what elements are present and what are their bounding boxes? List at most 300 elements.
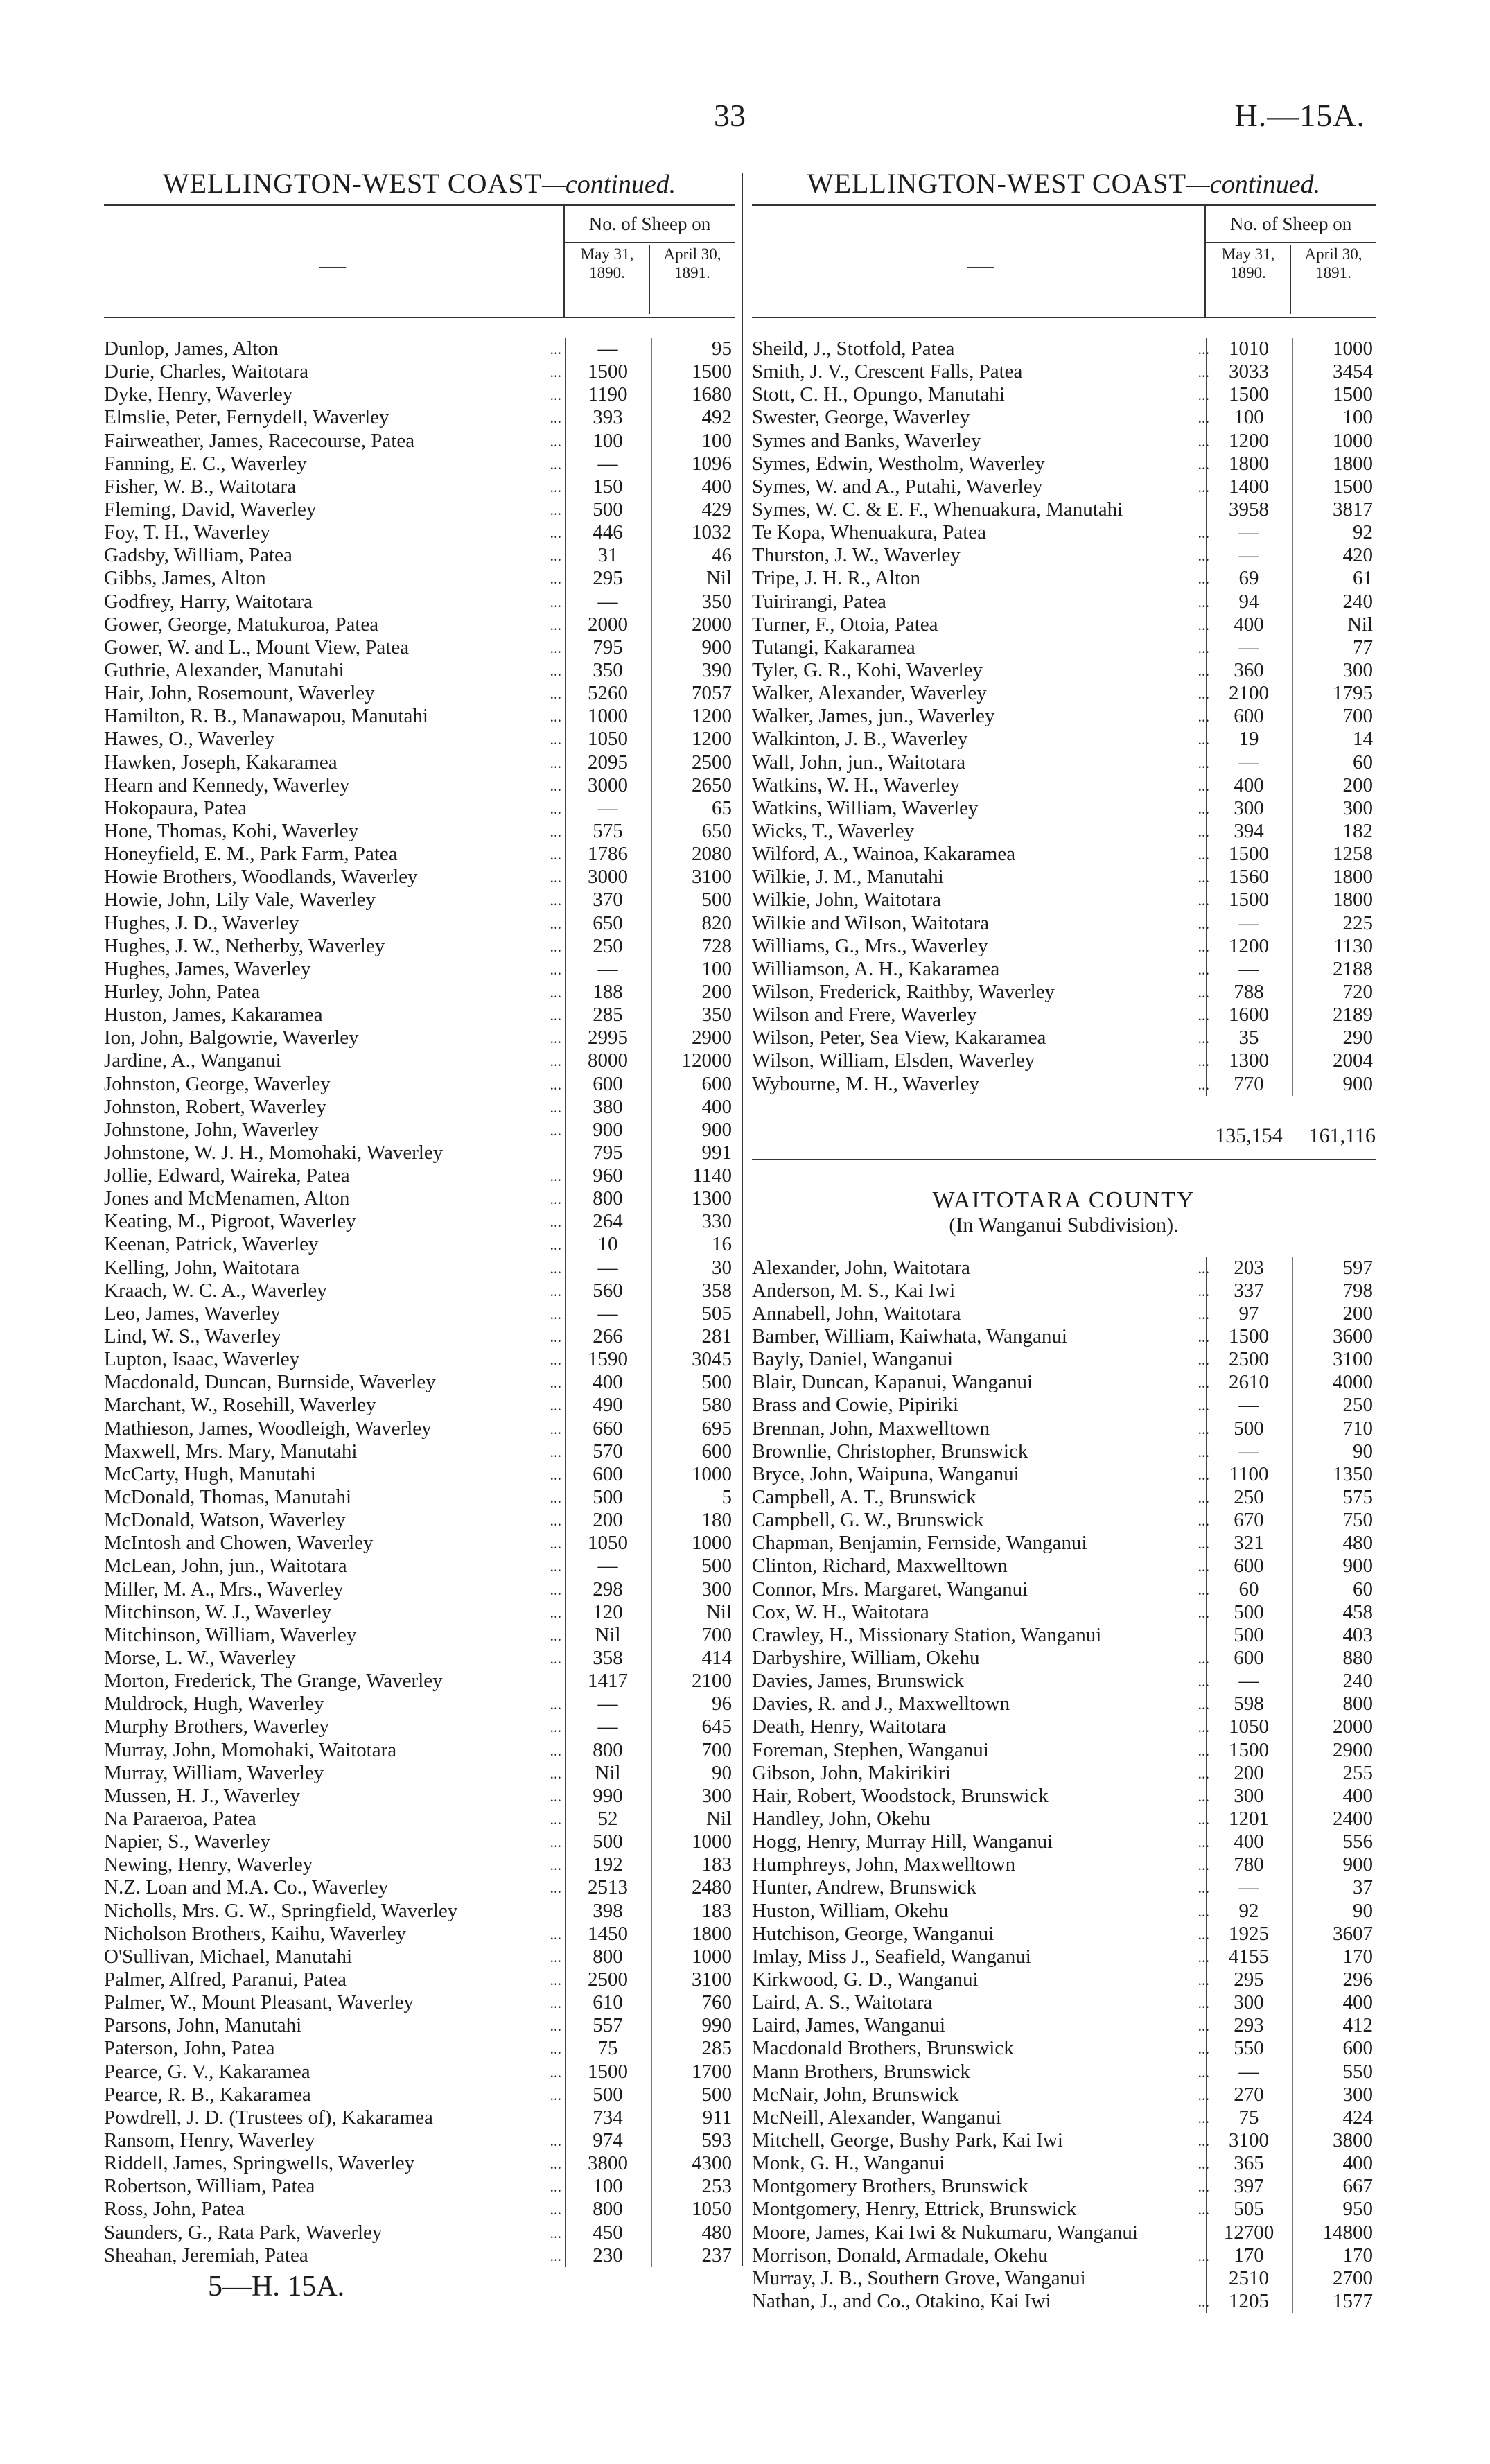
owner-name: McDonald, Watson, Waverley <box>104 1509 346 1532</box>
leader-dots: ... <box>1198 1489 1209 1507</box>
leader-dots: ... <box>550 1925 561 1943</box>
sheep-1891: 1200 <box>651 728 735 751</box>
owner-name: Tyler, G. R., Kohi, Waverley <box>752 658 983 681</box>
sheep-1890: 321 <box>1206 1532 1290 1555</box>
sheep-1890: — <box>565 338 649 360</box>
table-row <box>752 1348 1376 1371</box>
owner-name: Hutchison, George, Wanganui <box>752 1922 994 1945</box>
leader-dots: ... <box>1198 1925 1209 1943</box>
table-row <box>752 935 1376 958</box>
sheep-1891: 1140 <box>651 1164 735 1187</box>
owner-name: Sheild, J., Stotfold, Patea <box>752 338 955 360</box>
sheep-1890: — <box>565 1257 649 1279</box>
owner-name: Hughes, J. D., Waverley <box>104 911 299 934</box>
sheep-1890: 1500 <box>1206 889 1290 911</box>
sheep-1891: 14800 <box>1292 2221 1376 2244</box>
sheep-1890: 990 <box>565 1785 649 1808</box>
owner-name: Godfrey, Harry, Waitotara <box>104 590 313 613</box>
sheep-1891: 2700 <box>1292 2267 1376 2290</box>
sheep-1890: 69 <box>1206 567 1290 590</box>
sheep-1891: 1000 <box>651 1463 735 1486</box>
leader-dots: ... <box>1198 2131 1209 2149</box>
col-header-1891: April 30, 1891. <box>649 245 735 314</box>
leader-dots: ... <box>550 1052 561 1070</box>
leader-dots: ... <box>550 1167 561 1185</box>
sheep-1891: 2000 <box>1292 1715 1376 1738</box>
leader-dots: ... <box>550 1787 561 1805</box>
sheep-1890: — <box>565 591 649 613</box>
sheep-1891: 556 <box>1292 1830 1376 1853</box>
leader-dots: ... <box>550 960 561 978</box>
sheep-1891: 60 <box>1292 751 1376 774</box>
sheep-1891: 911 <box>651 2106 735 2129</box>
table-row <box>752 889 1376 911</box>
leader-dots: ... <box>550 1282 561 1300</box>
owner-name: Macdonald, Duncan, Burnside, Waverley <box>104 1371 436 1394</box>
table-row <box>104 912 735 935</box>
owner-name: Johnstone, W. J. H., Momohaki, Waverley <box>104 1141 444 1164</box>
sheep-1891: 30 <box>651 1257 735 1279</box>
table-row <box>104 705 735 728</box>
owner-name: Mitchinson, William, Waverley <box>104 1623 357 1646</box>
sheep-1891: 414 <box>651 1647 735 1670</box>
sheep-1890: — <box>1206 1876 1290 1899</box>
sheep-1890: 8000 <box>565 1049 649 1072</box>
sheep-1891: 600 <box>651 1440 735 1463</box>
leader-dots: ... <box>550 1557 561 1575</box>
sheep-1890: 800 <box>565 1739 649 1762</box>
sheep-1891: 16 <box>651 1233 735 1256</box>
sheep-1890: 795 <box>565 1142 649 1164</box>
leader-dots: ... <box>550 868 561 886</box>
owner-name: Bryce, John, Waipuna, Wanganui <box>752 1462 1019 1485</box>
sheep-1891: 580 <box>651 1394 735 1417</box>
sheep-1890: 505 <box>1206 2198 1290 2221</box>
sheep-1890: 94 <box>1206 591 1290 613</box>
sheep-1890: 1100 <box>1206 1463 1290 1486</box>
sheep-1890: 400 <box>1206 1830 1290 1853</box>
table-row <box>104 544 735 567</box>
sheep-1891: 1350 <box>1292 1463 1376 1486</box>
leader-dots: ... <box>1198 593 1209 611</box>
owner-name: McDonald, Thomas, Manutahi <box>104 1486 352 1509</box>
sheep-1890: 370 <box>565 889 649 911</box>
owner-name: Gadsby, William, Patea <box>104 544 292 567</box>
owner-name: Hawken, Joseph, Kakaramea <box>104 751 338 774</box>
owner-name: Kelling, John, Waitotara <box>104 1256 300 1279</box>
sheep-1891: 728 <box>651 935 735 958</box>
leader-dots: ... <box>550 615 561 634</box>
sheep-1891: 2189 <box>1292 1004 1376 1026</box>
sheep-1891: 1680 <box>651 383 735 406</box>
leader-dots: ... <box>1198 960 1209 978</box>
leader-dots: ... <box>1198 1328 1209 1346</box>
sheep-1891: 296 <box>1292 1968 1376 1991</box>
sheep-1891: 100 <box>1292 406 1376 429</box>
table-row <box>104 1853 735 1876</box>
section-rows <box>752 1257 1376 2313</box>
leader-dots: ... <box>550 846 561 864</box>
leader-dots: ... <box>550 1489 561 1507</box>
sheep-1891: 225 <box>1292 912 1376 935</box>
table-row <box>752 1968 1376 1991</box>
sheep-1890: — <box>565 453 649 475</box>
sheep-1891: 600 <box>651 1073 735 1096</box>
sheep-1890: 400 <box>1206 774 1290 797</box>
owner-name: Robertson, William, Patea <box>104 2175 315 2198</box>
sheep-1890: 3800 <box>565 2152 649 2175</box>
leader-dots: ... <box>1198 432 1209 450</box>
leader-dots: ... <box>550 2223 561 2242</box>
sheep-1890: 300 <box>1206 1785 1290 1808</box>
owner-name: Foy, T. H., Waverley <box>104 521 270 544</box>
sheep-1890: 1500 <box>565 360 649 383</box>
owner-name: Hughes, J. W., Netherby, Waverley <box>104 934 385 957</box>
page-number: 33 <box>714 98 746 133</box>
sheep-1891: 750 <box>1292 1509 1376 1532</box>
leader-dots: ... <box>1198 1075 1209 1093</box>
sheep-1890: 1500 <box>1206 1325 1290 1348</box>
owner-name: Nathan, J., and Co., Otakino, Kai Iwi <box>752 2289 1051 2312</box>
owner-name: Pearce, G. V., Kakaramea <box>104 2060 310 2083</box>
sheep-1890: 170 <box>1206 2244 1290 2267</box>
sheep-1890: 800 <box>565 2198 649 2221</box>
leader-dots: ... <box>1198 363 1209 381</box>
table-row <box>752 774 1376 797</box>
sheep-1890: 75 <box>1206 2106 1290 2129</box>
sheep-1890: 2995 <box>565 1026 649 1049</box>
leader-dots: ... <box>550 432 561 450</box>
table-row <box>752 981 1376 1004</box>
sheep-1890: 446 <box>565 521 649 544</box>
sheep-1891: 1700 <box>651 2061 735 2083</box>
sheep-1890: 3000 <box>565 866 649 889</box>
sheep-1890: 200 <box>565 1509 649 1532</box>
sheep-1890: 598 <box>1206 1693 1290 1715</box>
table-row <box>752 2129 1376 2152</box>
sheep-1891: 253 <box>651 2175 735 2198</box>
sheep-1890: 800 <box>565 1187 649 1210</box>
table-row <box>104 1693 735 1715</box>
right-title: WELLINGTON-WEST COAST—continued. <box>807 168 1321 199</box>
sheep-1891: 285 <box>651 2037 735 2060</box>
sheep-1891: 667 <box>1292 2175 1376 2198</box>
sheep-1890: 900 <box>565 1119 649 1142</box>
sheep-1891: 2100 <box>651 1670 735 1693</box>
leader-dots: ... <box>550 1741 561 1759</box>
table-row <box>752 1739 1376 1762</box>
sheep-1890: Nil <box>565 1762 649 1785</box>
owner-name: Stott, C. H., Opungo, Manutahi <box>752 383 1005 406</box>
sheep-1891: 200 <box>651 981 735 1004</box>
sheep-1891: 96 <box>651 1693 735 1715</box>
sheep-1891: 14 <box>1292 728 1376 751</box>
table-row <box>104 1233 735 1256</box>
leader-dots: ... <box>1198 1351 1209 1369</box>
sheep-1890: 1560 <box>1206 866 1290 889</box>
sheep-1890: 450 <box>565 2221 649 2244</box>
leader-dots: ... <box>550 753 561 771</box>
sheep-1890: 1050 <box>565 1532 649 1555</box>
leader-dots: ... <box>550 1029 561 1047</box>
total-1891: 161,116 <box>1308 1124 1376 1147</box>
sheep-1890: 2513 <box>565 1876 649 1899</box>
leader-dots: ... <box>550 685 561 703</box>
totals-row <box>752 1117 1376 1160</box>
leader-dots: ... <box>1198 1442 1209 1460</box>
sheep-1891: 170 <box>1292 1946 1376 1968</box>
sheep-1890: — <box>1206 2061 1290 2083</box>
table-row <box>752 521 1376 544</box>
sheep-1890: 780 <box>1206 1853 1290 1876</box>
table-row <box>104 1532 735 1555</box>
table-row <box>752 2106 1376 2129</box>
owner-name: Mann Brothers, Brunswick <box>752 2060 970 2083</box>
owner-name: Mussen, H. J., Waverley <box>104 1784 301 1807</box>
owner-name: N.Z. Loan and M.A. Co., Waverley <box>104 1876 389 1899</box>
leader-dots: ... <box>550 2040 561 2058</box>
sheep-1891: 255 <box>1292 1762 1376 1785</box>
owner-name: Lupton, Isaac, Waverley <box>104 1348 300 1371</box>
owner-name: Hearn and Kennedy, Waverley <box>104 774 350 796</box>
sheep-1890: — <box>565 1302 649 1325</box>
owner-name: Hunter, Andrew, Brunswick <box>752 1876 976 1899</box>
sheep-1890: 97 <box>1206 1302 1290 1325</box>
leader-dots: ... <box>550 386 561 404</box>
owner-name: Watkins, W. H., Waverley <box>752 774 961 796</box>
leader-dots: ... <box>550 1465 561 1483</box>
sheep-1891: 900 <box>651 636 735 659</box>
leader-dots: ... <box>550 2017 561 2035</box>
leader-dots: ... <box>550 983 561 1001</box>
sheep-1890: 350 <box>565 659 649 682</box>
owner-name: Durie, Charles, Waitotara <box>104 360 309 383</box>
owner-name: Brass and Cowie, Pipiriki <box>752 1394 959 1417</box>
sheep-1891: 240 <box>1292 591 1376 613</box>
table-row <box>752 797 1376 820</box>
owner-name: Jollie, Edward, Waireka, Patea <box>104 1164 350 1187</box>
leader-dots: ... <box>1198 685 1209 703</box>
leader-dots: ... <box>1198 1282 1209 1300</box>
sheep-1891: 1258 <box>1292 843 1376 866</box>
table-row <box>752 544 1376 567</box>
owner-name: Muldrock, Hugh, Waverley <box>104 1693 324 1715</box>
sheep-1891: 500 <box>651 889 735 911</box>
sheep-1890: 2610 <box>1206 1371 1290 1394</box>
sheep-1891: 3100 <box>651 866 735 889</box>
leader-dots: ... <box>1198 1695 1209 1713</box>
sheep-1890: 2000 <box>565 613 649 636</box>
owner-name: Walkinton, J. B., Waverley <box>752 728 968 751</box>
sheep-1891: 1000 <box>651 1532 735 1555</box>
owner-name: Dunlop, James, Alton <box>104 338 279 360</box>
owner-name: Newing, Henry, Waverley <box>104 1853 313 1876</box>
total-1890: 135,154 <box>1215 1124 1283 1147</box>
sheep-1891: 77 <box>1292 636 1376 659</box>
leader-dots: ... <box>1198 455 1209 473</box>
leader-dots: ... <box>550 1695 561 1713</box>
owner-name: Johnstone, John, Waverley <box>104 1118 319 1141</box>
sheep-1890: 2095 <box>565 751 649 774</box>
table-row <box>752 682 1376 705</box>
sheep-1890: 800 <box>565 1946 649 1968</box>
leader-dots: ... <box>550 1374 561 1392</box>
table-row <box>104 1601 735 1624</box>
sheep-1890: — <box>1206 912 1290 935</box>
table-row <box>752 1555 1376 1578</box>
owner-name: Hair, Robert, Woodstock, Brunswick <box>752 1784 1049 1807</box>
owner-name: O'Sullivan, Michael, Manutahi <box>104 1945 352 1968</box>
sheep-1890: 1600 <box>1206 1004 1290 1026</box>
sheep-1890: 19 <box>1206 728 1290 751</box>
sheep-1891: 1500 <box>1292 475 1376 498</box>
sheep-1891: 1096 <box>651 453 735 475</box>
leader-dots: ... <box>550 776 561 794</box>
table-row <box>104 1348 735 1371</box>
sheep-1891: 695 <box>651 1417 735 1440</box>
sheep-1891: 2004 <box>1292 1049 1376 1072</box>
sheep-1890: 300 <box>1206 797 1290 820</box>
table-row <box>104 521 735 544</box>
sheep-1890: 600 <box>565 1073 649 1096</box>
sheep-1891: 350 <box>651 1004 735 1026</box>
sheep-1891: 492 <box>651 406 735 429</box>
sheep-1890: 500 <box>565 2083 649 2106</box>
sheep-1891: 12000 <box>651 1049 735 1072</box>
owner-name: Wilson, Frederick, Raithby, Waverley <box>752 980 1055 1003</box>
sheep-1891: 100 <box>651 430 735 453</box>
leader-dots: ... <box>1198 1971 1209 1989</box>
owner-name: Hogg, Henry, Murray Hill, Wanganui <box>752 1830 1053 1853</box>
sheep-1890: 400 <box>565 1371 649 1394</box>
table-row <box>752 430 1376 453</box>
sheep-1891: 420 <box>1292 544 1376 567</box>
sheep-1891: 3454 <box>1292 360 1376 383</box>
sheep-1890: 92 <box>1206 1900 1290 1923</box>
owner-name: Murray, J. B., Southern Grove, Wanganui <box>752 2266 1086 2289</box>
sheep-1891: 300 <box>651 1785 735 1808</box>
table-row <box>752 2061 1376 2083</box>
sheep-1891: 400 <box>651 475 735 498</box>
leader-dots: ... <box>1198 1810 1209 1828</box>
sheep-1891: 4300 <box>651 2152 735 2175</box>
table-row <box>752 1923 1376 1946</box>
footer-reference: 5—H. 15A. <box>208 2271 345 2303</box>
sheep-1891: 600 <box>1292 2037 1376 2060</box>
sheep-1891: 700 <box>651 1739 735 1762</box>
table-row <box>104 1968 735 1991</box>
owner-name: Williamson, A. H., Kakaramea <box>752 957 1000 980</box>
owner-name: Brownlie, Christopher, Brunswick <box>752 1440 1028 1462</box>
sheep-1891: 1000 <box>651 1830 735 1853</box>
table-row <box>752 705 1376 728</box>
sheep-1890: 300 <box>1206 1991 1290 2014</box>
sheep-1890: 250 <box>565 935 649 958</box>
leader-dots: ... <box>1198 1374 1209 1392</box>
sheep-1890: 337 <box>1206 1279 1290 1302</box>
sheep-1891: 1800 <box>1292 866 1376 889</box>
sheep-1891: 400 <box>1292 2152 1376 2175</box>
table-row <box>752 475 1376 498</box>
table-row <box>104 1073 735 1096</box>
table-row <box>104 1371 735 1394</box>
sheep-1891: 281 <box>651 1325 735 1348</box>
table-row <box>104 1210 735 1233</box>
owner-name: Keating, M., Pigroot, Waverley <box>104 1210 356 1233</box>
owner-name: Annabell, John, Waitotara <box>752 1302 961 1325</box>
owner-name: Johnston, George, Waverley <box>104 1072 331 1095</box>
sheep-1891: 180 <box>651 1509 735 1532</box>
leader-dots: ... <box>550 1580 561 1598</box>
leader-dots: ... <box>550 2246 561 2264</box>
owner-name: Symes and Banks, Waverley <box>752 429 981 452</box>
leader-dots: ... <box>550 1994 561 2012</box>
table-row <box>752 338 1376 360</box>
sheep-1891: 820 <box>651 912 735 935</box>
table-row <box>104 2106 735 2129</box>
sheep-1890: 266 <box>565 1325 649 1348</box>
owner-name: Te Kopa, Whenuakura, Patea <box>752 521 987 544</box>
leader-dots: ... <box>1198 2178 1209 2196</box>
sheep-1891: 798 <box>1292 1279 1376 1302</box>
leader-dots: ... <box>550 1259 561 1277</box>
sheep-1890: Nil <box>565 1624 649 1647</box>
table-row <box>752 1463 1376 1486</box>
table-row <box>104 360 735 383</box>
sheep-1891: 350 <box>651 591 735 613</box>
sheep-1891: 480 <box>1292 1532 1376 1555</box>
owner-name: Wall, John, jun., Waitotara <box>752 751 966 774</box>
leader-dots: ... <box>1198 822 1209 840</box>
table-row <box>752 2152 1376 2175</box>
leader-dots: ... <box>1198 638 1209 656</box>
table-row <box>104 820 735 843</box>
leader-dots: ... <box>1198 1650 1209 1668</box>
table-row <box>752 1440 1376 1463</box>
table-row <box>104 338 735 360</box>
owner-name: Fanning, E. C., Waverley <box>104 452 307 475</box>
sheep-1891: 3600 <box>1292 1325 1376 1348</box>
table-row <box>752 1257 1376 1279</box>
leader-dots: ... <box>550 2178 561 2196</box>
sheep-1890: 3033 <box>1206 360 1290 383</box>
leader-dots: ... <box>1198 386 1209 404</box>
table-row <box>752 1049 1376 1072</box>
leader-dots: ... <box>1198 1833 1209 1851</box>
owner-name: Smith, J. V., Crescent Falls, Patea <box>752 360 1023 383</box>
sheep-1890: 120 <box>565 1601 649 1624</box>
leader-dots: ... <box>550 1190 561 1208</box>
sheep-1891: Nil <box>651 567 735 590</box>
table-row <box>752 1785 1376 1808</box>
owner-name: Hokopaura, Patea <box>104 796 247 819</box>
leader-dots: ... <box>1198 547 1209 565</box>
table-row <box>104 1647 735 1670</box>
sheep-1891: 593 <box>651 2129 735 2152</box>
sheep-1890: 100 <box>565 2175 649 2198</box>
sheep-1890: 960 <box>565 1164 649 1187</box>
table-row <box>104 1119 735 1142</box>
leader-dots: ... <box>550 1328 561 1346</box>
sheep-1890: — <box>1206 1394 1290 1417</box>
owner-name: Alexander, John, Waitotara <box>752 1256 970 1279</box>
owner-name: Gibson, John, Makirikiri <box>752 1761 951 1784</box>
table-row <box>104 613 735 636</box>
sheep-1890: 1417 <box>565 1670 649 1693</box>
sheep-1890: 557 <box>565 2014 649 2037</box>
sheep-1890: 610 <box>565 1991 649 2014</box>
sheep-1890: 1205 <box>1206 2290 1290 2313</box>
